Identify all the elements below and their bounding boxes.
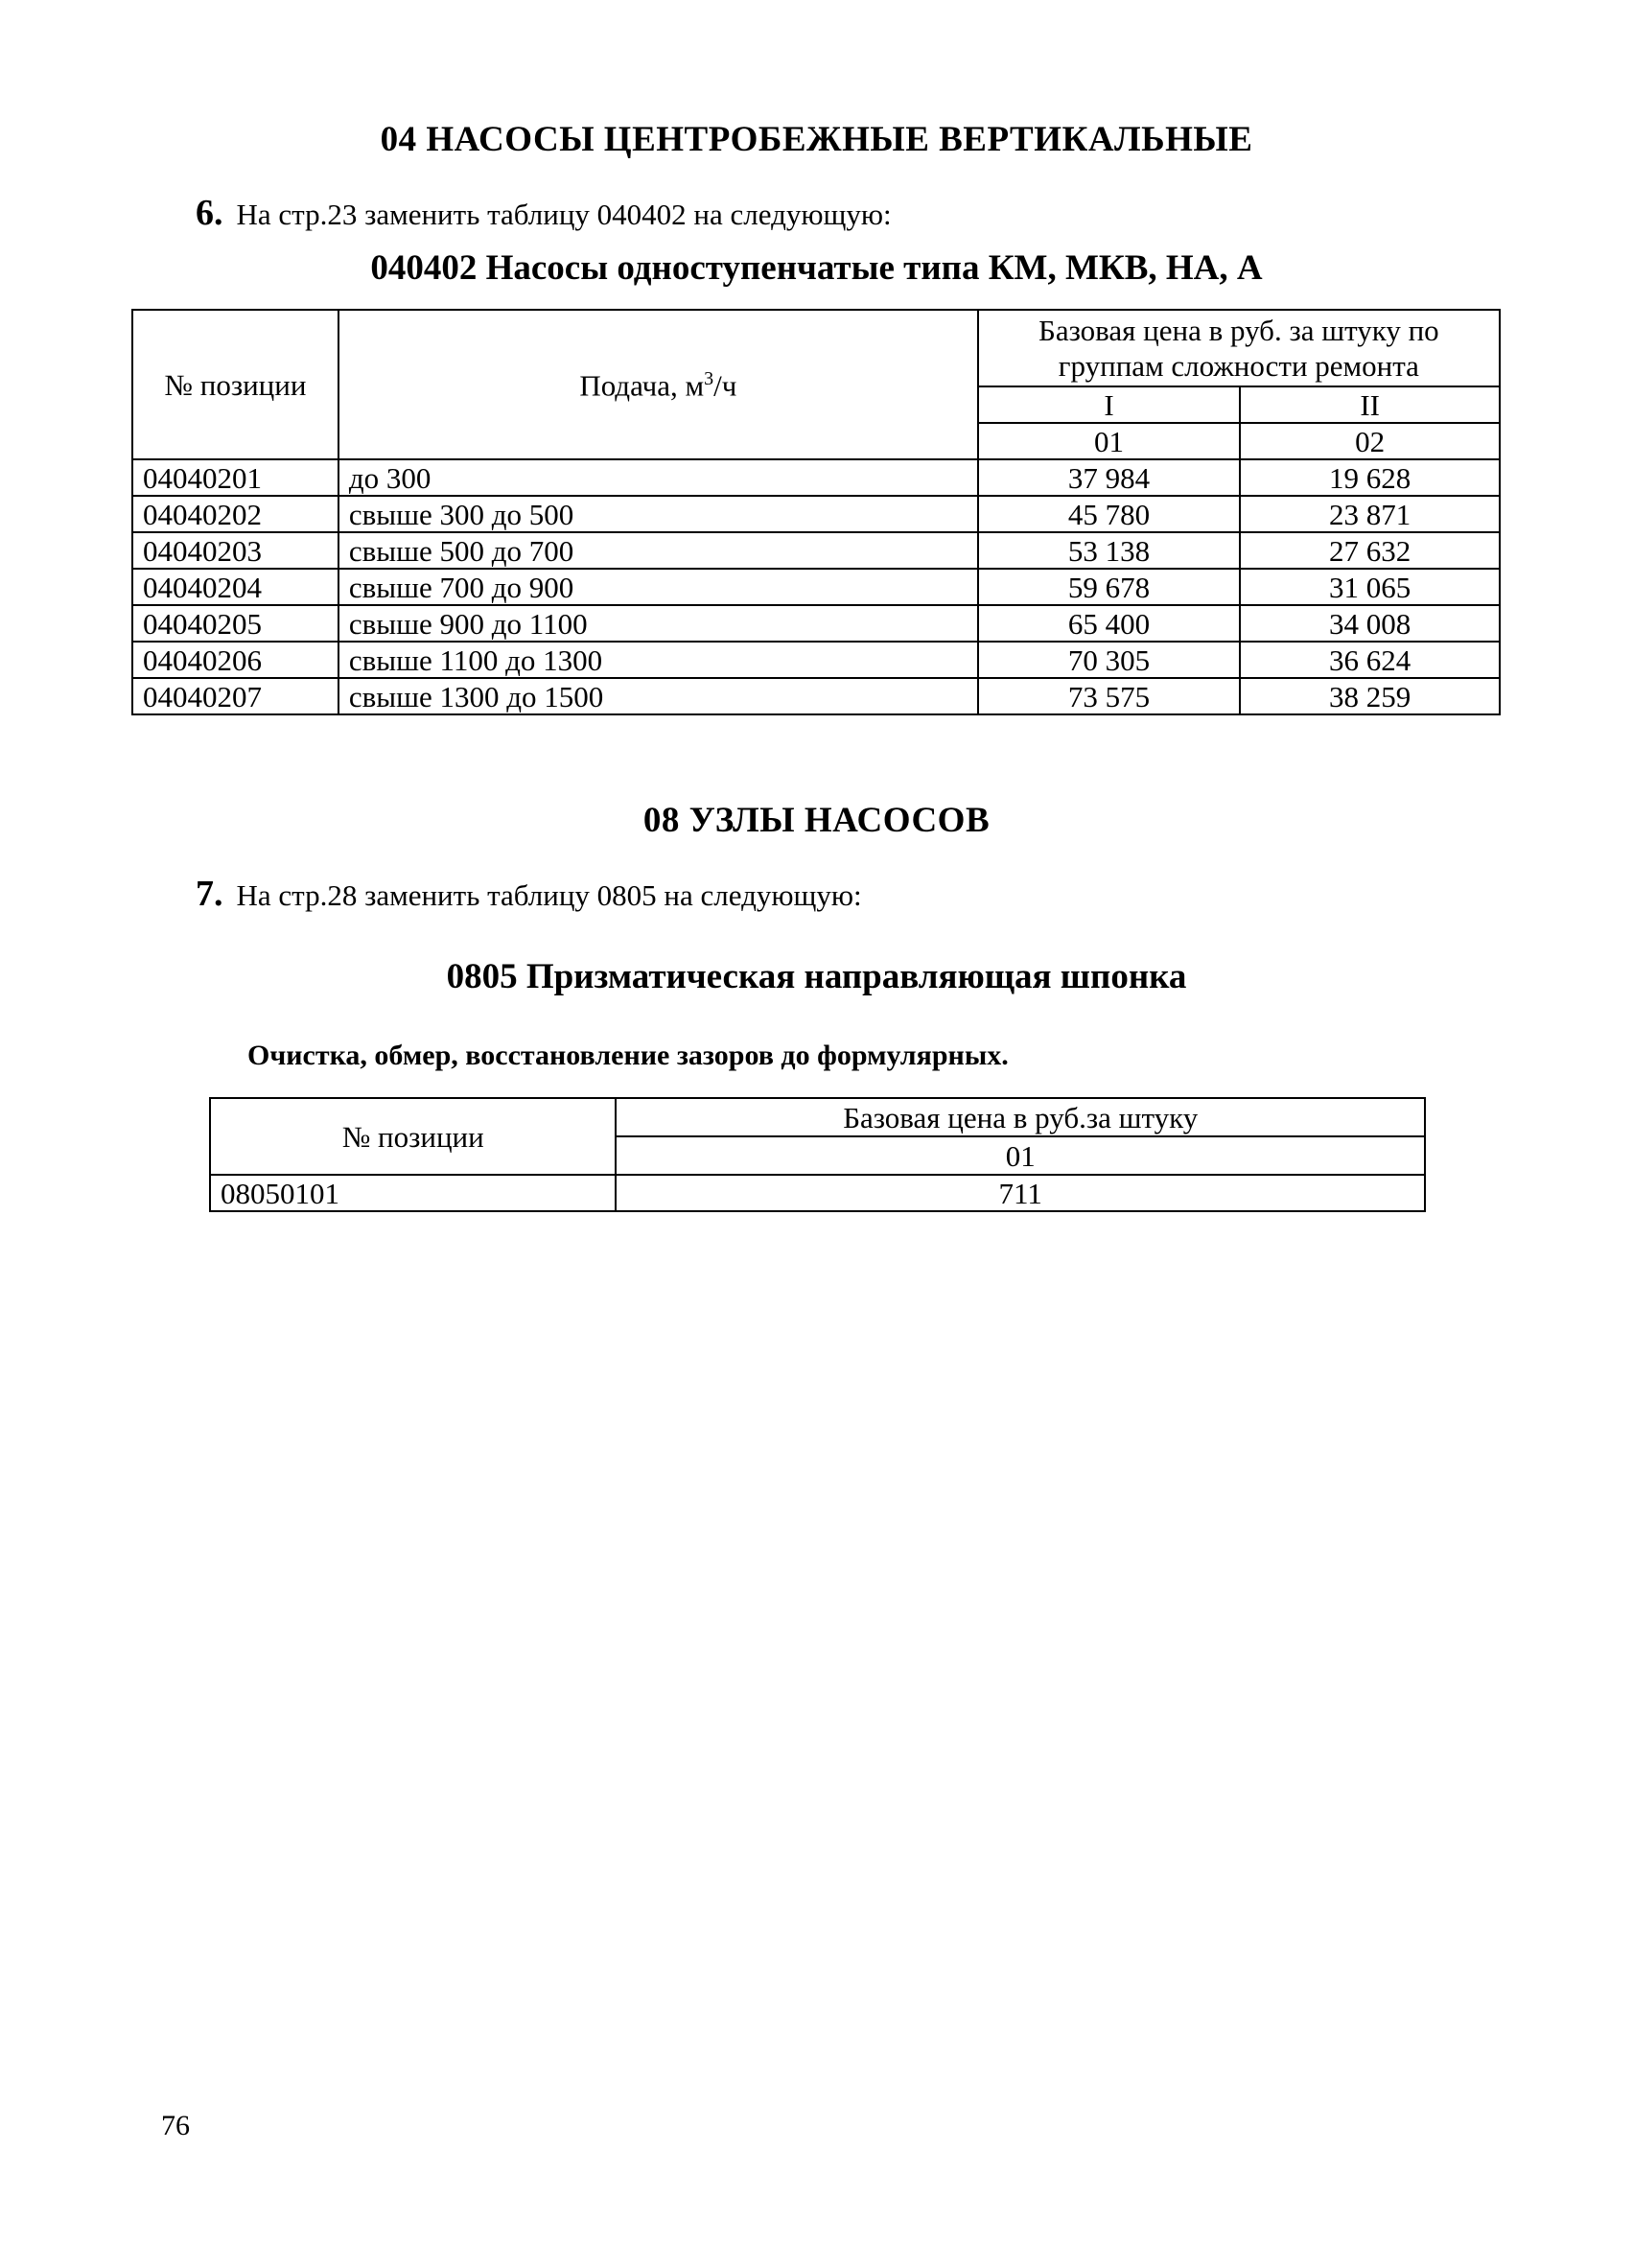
header-code-2: 02 — [1240, 423, 1500, 459]
cell-price-1: 73 575 — [978, 678, 1241, 714]
table-row — [132, 459, 1500, 496]
header-position: № позиции — [132, 310, 338, 459]
instruction-text: На стр.28 заменить таблицу 0805 на следующую: — [236, 878, 862, 912]
cell-position: 04040207 — [132, 678, 338, 714]
header-code-1: 01 — [978, 423, 1241, 459]
header-group-2: II — [1240, 386, 1500, 423]
cell-position: 08050101 — [210, 1175, 616, 1211]
cell-position: 04040204 — [132, 569, 338, 605]
cell-price-1: 711 — [616, 1175, 1425, 1211]
cell-position: 04040205 — [132, 605, 338, 642]
header-price: Базовая цена в руб. за штуку по группам сложности ремонта — [978, 310, 1500, 386]
instruction-number: 7. — [196, 874, 223, 914]
cell-price-1: 65 400 — [978, 605, 1241, 642]
table-row — [132, 642, 1500, 678]
header-position: № позиции — [210, 1098, 616, 1175]
header-flow — [338, 310, 978, 459]
cell-position: 04040203 — [132, 532, 338, 569]
cell-price-1: 53 138 — [978, 532, 1241, 569]
instruction-6 — [196, 192, 892, 234]
table-title-0805: 0805 Призматическая направляющая шпонка — [446, 957, 1187, 996]
cell-flow: свыше 1100 до 1300 — [338, 642, 978, 678]
table-header-row — [132, 310, 1500, 386]
header-flow-text: Подача, м — [579, 368, 705, 403]
header-flow-unit: /ч — [713, 368, 737, 403]
table-row — [132, 532, 1500, 569]
cell-position: 04040206 — [132, 642, 338, 678]
cell-price-2: 23 871 — [1240, 496, 1500, 532]
cell-flow: свыше 1300 до 1500 — [338, 678, 978, 714]
table-description: Очистка, обмер, восстановление зазоров до формулярных. — [247, 1040, 1009, 1071]
cell-price-2: 38 259 — [1240, 678, 1500, 714]
cell-flow: свыше 500 до 700 — [338, 532, 978, 569]
cell-flow: свыше 300 до 500 — [338, 496, 978, 532]
section-title-pump-units: 08 УЗЛЫ НАСОСОВ — [642, 801, 991, 840]
table-row — [132, 678, 1500, 714]
header-flow-sup: 3 — [704, 367, 714, 389]
cell-flow: до 300 — [338, 459, 978, 496]
table-row — [132, 496, 1500, 532]
header-code-1: 01 — [616, 1136, 1425, 1175]
cell-position: 04040202 — [132, 496, 338, 532]
instruction-7 — [196, 873, 862, 915]
table-row — [132, 605, 1500, 642]
cell-position: 04040201 — [132, 459, 338, 496]
table-title-040402: 040402 Насосы одноступенчатые типа КМ, МКВ, НА, А — [370, 248, 1263, 288]
instruction-number: 6. — [196, 193, 223, 233]
table-0805 — [209, 1097, 1426, 1212]
cell-flow: свыше 900 до 1100 — [338, 605, 978, 642]
header-price: Базовая цена в руб.за штуку — [616, 1098, 1425, 1136]
cell-price-1: 59 678 — [978, 569, 1241, 605]
instruction-text: На стр.23 заменить таблицу 040402 на следующую: — [236, 198, 892, 231]
section-title-pumps: 04 НАСОСЫ ЦЕНТРОБЕЖНЫЕ ВЕРТИКАЛЬНЫЕ — [380, 120, 1253, 159]
table-row — [132, 569, 1500, 605]
header-group-1: I — [978, 386, 1241, 423]
table-header-row — [210, 1098, 1425, 1136]
table-040402 — [131, 309, 1501, 715]
page-number: 76 — [161, 2110, 190, 2141]
cell-price-2: 34 008 — [1240, 605, 1500, 642]
table-row — [210, 1175, 1425, 1211]
cell-price-1: 37 984 — [978, 459, 1241, 496]
cell-price-2: 31 065 — [1240, 569, 1500, 605]
cell-price-1: 70 305 — [978, 642, 1241, 678]
cell-flow: свыше 700 до 900 — [338, 569, 978, 605]
cell-price-1: 45 780 — [978, 496, 1241, 532]
cell-price-2: 36 624 — [1240, 642, 1500, 678]
cell-price-2: 19 628 — [1240, 459, 1500, 496]
cell-price-2: 27 632 — [1240, 532, 1500, 569]
